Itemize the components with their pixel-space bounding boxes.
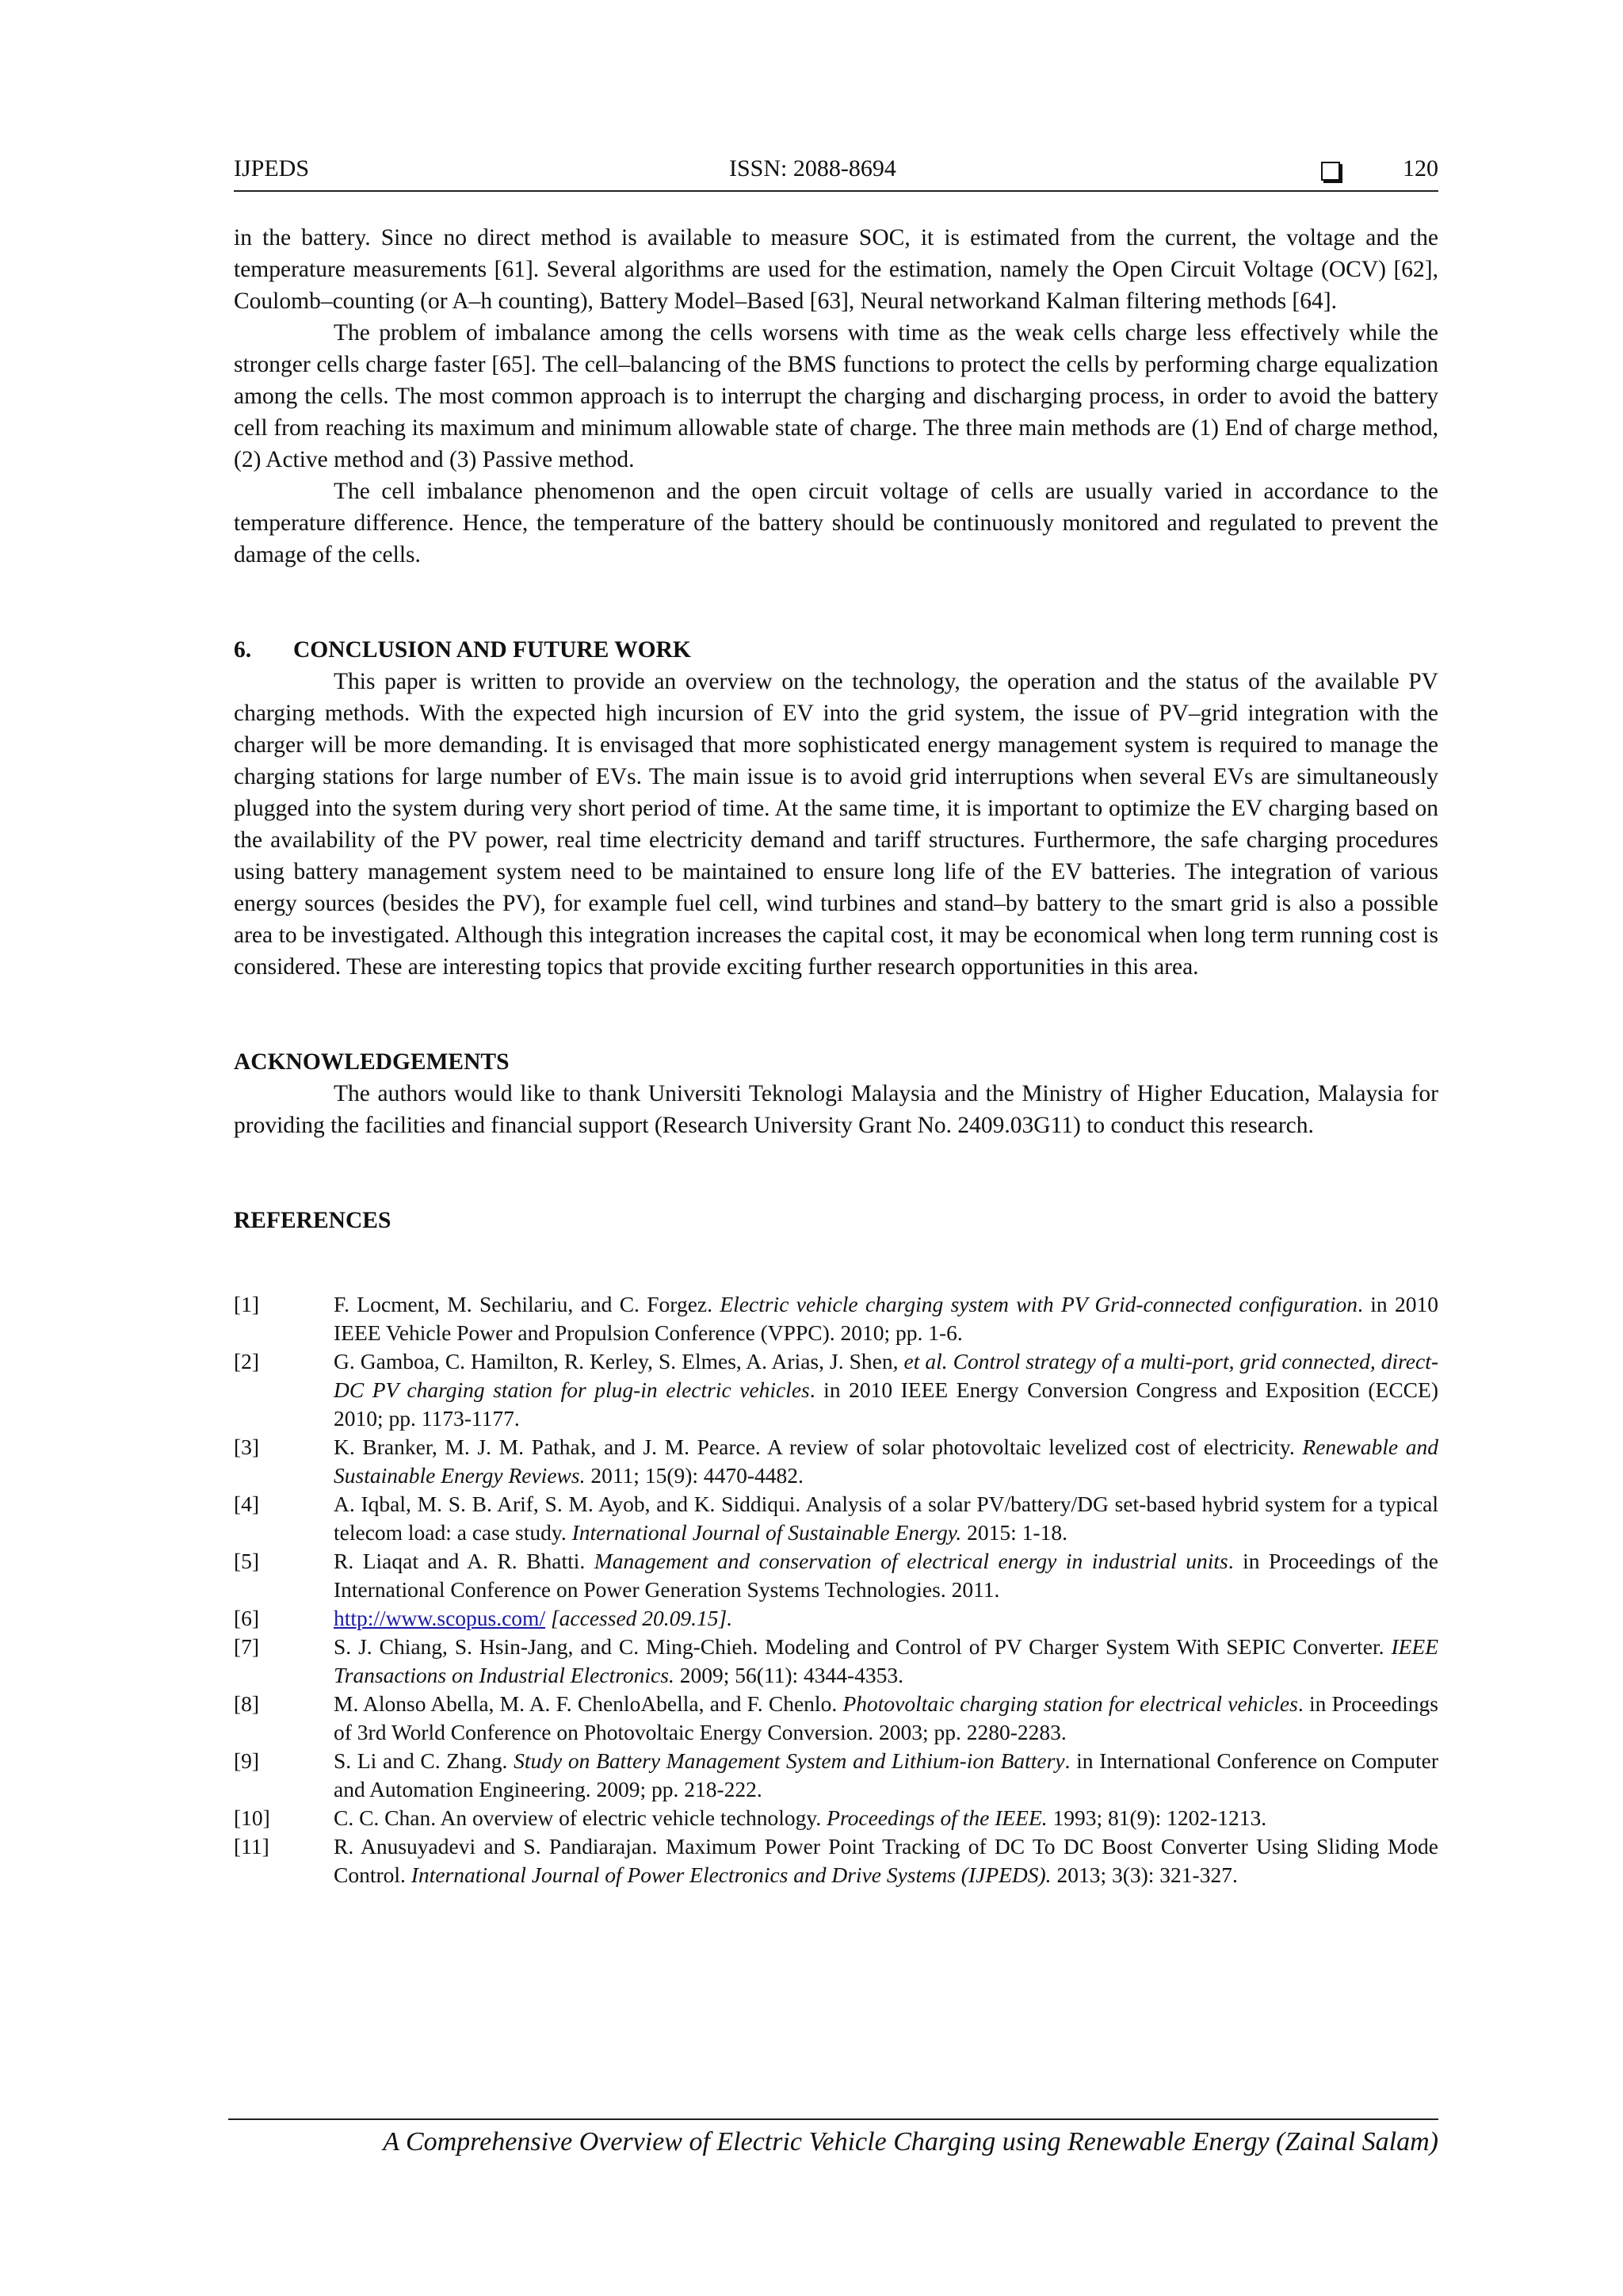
reference-number: [8]: [234, 1691, 260, 1716]
issn-label: ISSN: 2088-8694: [729, 155, 896, 181]
running-title: A Comprehensive Overview of Electric Vehicle Charging using Renewable Energy (Zainal Salam): [383, 2127, 1438, 2157]
reference-number: [9]: [234, 1748, 260, 1773]
reference-number: [4]: [234, 1492, 260, 1516]
reference-number: [1]: [234, 1292, 260, 1316]
reference-number: [3]: [234, 1435, 260, 1459]
page-number: 120: [1403, 155, 1438, 181]
conclusion-paragraph: This paper is written to provide an overview on the technology, the operation and the status of the available PV charging methods. With the expected high incursion of EV into the grid system, the issue of PV–grid integration with the charger will be more demanding. It is envisaged that more sophisticated energy management system is required to manage the charging stations for large number of EVs. The main issue is to avoid grid interruptions when several EVs are simultaneously plugged into the system during very short period of time. At the same time, it is important to optimize the EV charging based on the availability of the PV power, real time electricity demand and tariff structures. Furthermore, the safe charging procedures using battery management system need to be maintained to ensure long life of the EV batteries. The integration of various energy sources (besides the PV), for example fuel cell, wind turbines and stand–by battery to the smart grid is also a possible area to be investigated. Although this integration increases the capital cost, it may be economical when long term running cost is considered. These are interesting topics that provide exciting further research opportunities in this area.: [234, 669, 1438, 980]
section-heading-references: REFERENCES: [234, 1208, 391, 1233]
reference-list: [234, 1290, 1438, 1889]
reference-item: [2] G. Gamboa, C. Hamilton, R. Kerley, S. Elmes, A. Arias, J. Shen, et al. Control strategy of a multi-port, grid connected, direct-DC PV charging station for plug-in electric vehicles. in 2010 IEEE Energy Conversion Congress and Exposition (ECCE) 2010; pp. 1173-1177.: [234, 1349, 1438, 1431]
reference-item: [11] R. Anusuyadevi and S. Pandiarajan. Maximum Power Point Tracking of DC To DC Boost Converter Using Sliding Mode Control. International Journal of Power Electronics and Drive Systems (IJPEDS). 2013; 3(3): 321-327.: [234, 1834, 1438, 1887]
reference-item: [7] S. J. Chiang, S. Hsin-Jang, and C. Ming-Chieh. Modeling and Control of PV Charger System With SEPIC Converter. IEEE Transactions on Industrial Electronics. 2009; 56(11): 4344-4353.: [234, 1634, 1438, 1687]
reference-item: [1] F. Locment, M. Sechilariu, and C. Forgez. Electric vehicle charging system with PV Grid-connected configuration. in 2010 IEEE Vehicle Power and Propulsion Conference (VPPC). 2010; pp. 1-6.: [234, 1292, 1438, 1345]
reference-number: [5]: [234, 1549, 260, 1573]
reference-number: [7]: [234, 1634, 260, 1659]
section-title: CONCLUSION AND FUTURE WORK: [293, 637, 691, 663]
acknowledgements-paragraph: The authors would like to thank Universiti Teknologi Malaysia and the Ministry of Higher Education, Malaysia for providing the facilities and financial support (Research University Grant No. 2409.03G11) to conduct this research.: [234, 1081, 1438, 1138]
reference-item: [5] R. Liaqat and A. R. Bhatti. Management and conservation of electrical energy in industrial units. in Proceedings of the International Conference on Power Generation Systems Technologies. 2011.: [234, 1549, 1438, 1602]
reference-number: [6]: [234, 1606, 260, 1630]
reference-item: [8] M. Alonso Abella, M. A. F. ChenloAbella, and F. Chenlo. Photovoltaic charging station for electrical vehicles. in Proceedings of 3rd World Conference on Photovoltaic Energy Conversion. 2003; pp. 2280-2283.: [234, 1691, 1438, 1744]
main-content: [234, 222, 1438, 1889]
reference-item: [10] C. C. Chan. An overview of electric vehicle technology. Proceedings of the IEEE. 1993; 81(9): 1202-1213.: [234, 1804, 1438, 1832]
reference-item: [6] http://www.scopus.com/ [accessed 20.09.15].: [234, 1604, 1438, 1633]
page-footer: [228, 2118, 1438, 2160]
section-heading-acknowledgements: ACKNOWLEDGEMENTS: [234, 1049, 510, 1075]
reference-item: [4] A. Iqbal, M. S. B. Arif, S. M. Ayob, and K. Siddiqui. Analysis of a solar PV/battery/DG set-based hybrid system for a typical telecom load: a case study. International Journal of Sustainable Energy. 2015: 1-18.: [234, 1492, 1438, 1545]
section-heading-conclusion: [234, 634, 1438, 666]
reference-number: [11]: [234, 1834, 269, 1859]
checkbox-square-icon: [1321, 162, 1340, 181]
journal-name: IJPEDS: [234, 155, 310, 181]
reference-item: [9] S. Li and C. Zhang. Study on Battery Management System and Lithium-ion Battery. in International Conference on Computer and Automation Engineering. 2009; pp. 218-222.: [234, 1748, 1438, 1801]
reference-number: [10]: [234, 1805, 270, 1830]
reference-link[interactable]: http://www.scopus.com/: [334, 1606, 546, 1630]
reference-number: [2]: [234, 1349, 260, 1373]
page-header: [234, 155, 1438, 192]
reference-item: [3] K. Branker, M. J. M. Pathak, and J. M. Pearce. A review of solar photovoltaic levelized cost of electricity. Renewable and Sustainable Energy Reviews. 2011; 15(9): 4470-4482.: [234, 1435, 1438, 1488]
body-paragraph-temperature: The cell imbalance phenomenon and the open circuit voltage of cells are usually varied in accordance to the temperature difference. Hence, the temperature of the battery should be continuously monitored and regulated to prevent the damage of the cells.: [234, 479, 1438, 567]
body-paragraph-imbalance: The problem of imbalance among the cells worsens with time as the weak cells charge less effectively while the stronger cells charge faster [65]. The cell–balancing of the BMS functions to protect the cells by performing charge equalization among the cells. The most common approach is to interrupt the charging and discharging process, in order to avoid the battery cell from reaching its maximum and minimum allowable state of charge. The three main methods are (1) End of charge method, (2) Active method and (3) Passive method.: [234, 320, 1438, 472]
body-paragraph-soc: in the battery. Since no direct method is available to measure SOC, it is estimated from the current, the voltage and the temperature measurements [61]. Several algorithms are used for the estimation, namely the Open Circuit Voltage (OCV) [62], Coulomb–counting (or A–h counting), Battery Model–Based [63], Neural networkand Kalman filtering methods [64].: [234, 225, 1438, 314]
section-number: 6.: [234, 637, 252, 663]
